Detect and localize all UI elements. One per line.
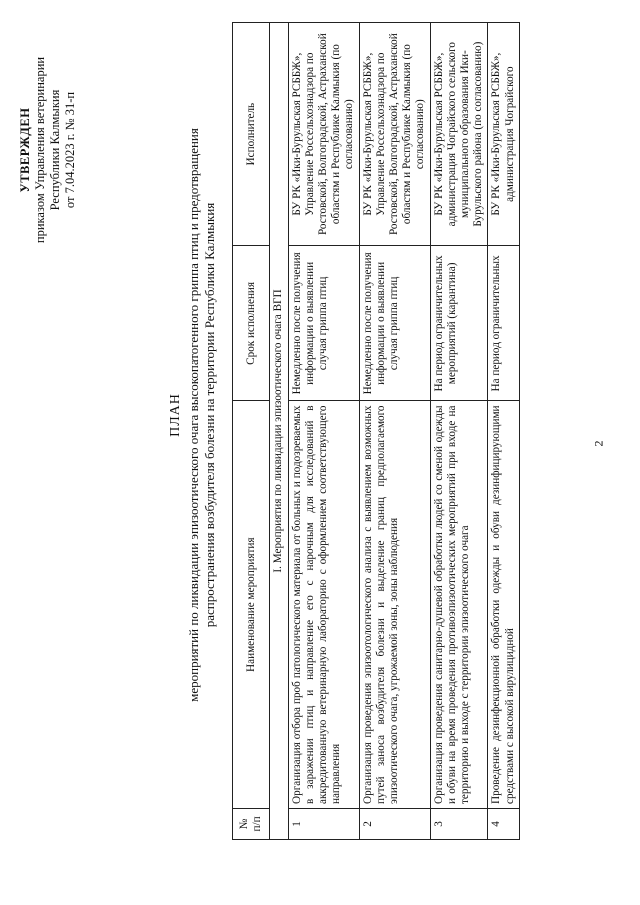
measures-table	[232, 22, 520, 840]
row-exec: БУ РК «Ики-Бурульская РСББЖ», администрация Чограйского	[488, 23, 519, 246]
row-term: На период ограничительных	[488, 246, 519, 401]
approval-block	[18, 20, 78, 280]
title-line-1: мероприятий по ликвидации эпизоотического очага высокопатогенного гриппа птиц и предотвращения	[186, 128, 201, 702]
row-name: Организация отбора проб патологического материала от больных и подозреваемых в заражении птиц и направление его с нарочным для исследований в аккредитованную ветеринарную лабораторию с оформлением соответствующего направления	[288, 401, 359, 808]
header-term: Срок исполнения	[233, 246, 270, 401]
approval-line-2: Республики Калмыкия	[48, 89, 62, 211]
row-num: 1	[288, 808, 359, 839]
section-row	[270, 23, 288, 840]
approval-heading: УТВЕРЖДЕН	[18, 107, 32, 193]
page-number: 2	[591, 440, 606, 447]
table-row	[359, 23, 430, 840]
table-header-row	[233, 23, 270, 840]
row-num: 2	[359, 808, 430, 839]
section-title: I. Мероприятия по ликвидации эпизоотического очага ВГП	[270, 23, 288, 840]
approval-line-1: приказом Управления ветеринарии	[33, 56, 47, 244]
approval-line-3: от 7.04.2023 г. № 31-п	[63, 91, 77, 209]
row-name: Организация проведения санитарно-душевой обработки людей со сменой одежды и обуви на время проведения противоэпизоотических мероприятий при входе на территорию и выходе с территории эпизоотического очага	[430, 401, 488, 808]
header-exec: Исполнитель	[233, 23, 270, 246]
row-name: Организация проведения эпизоотологического анализа с выявлением возможных путей заноса возбудителя болезни и выделение границ предполагаемого эпизоотического очага, угрожаемой зоны, зоны наблюдения	[359, 401, 430, 808]
row-term: Немедленно после получения информации о выявлении случая гриппа птиц	[288, 246, 359, 401]
title-line-2: распространения возбудителя болезни на территории Республики Калмыкия	[202, 202, 217, 628]
table-row	[488, 23, 519, 840]
document-title	[168, 70, 218, 760]
row-exec: БУ РК «Ики-Бурульская РСББЖ», Управление Россельхознадзора по Ростовской, Волгоградской, Астраханской областям и Республике Калмыкия (по согласованию)	[359, 23, 430, 246]
row-num: 4	[488, 808, 519, 839]
row-exec: БУ РК «Ики-Бурульская РСББЖ», Управление Россельхознадзора по Ростовской, Волгоградской, Астраханской областям и Республике Калмыкия (по согласованию)	[288, 23, 359, 246]
row-num: 3	[430, 808, 488, 839]
header-num: № п/п	[233, 808, 270, 839]
row-term: Немедленно после получения информации о выявлении случая гриппа птиц	[359, 246, 430, 401]
plan-heading: ПЛАН	[168, 393, 183, 437]
table-row	[430, 23, 488, 840]
table-row	[288, 23, 359, 840]
header-name: Наименование мероприятия	[233, 401, 270, 808]
row-name: Проведение дезинфекционной обработки одежды и обуви дезинфицирующими средствами с высокой вирулицидной	[488, 401, 519, 808]
row-exec: БУ РК «Ики-Бурульская РСББЖ», администрация Чограйского сельского муниципального образования Ики-Бурульского района (по согласованию)	[430, 23, 488, 246]
row-term: На период ограничительных мероприятий (карантина)	[430, 246, 488, 401]
